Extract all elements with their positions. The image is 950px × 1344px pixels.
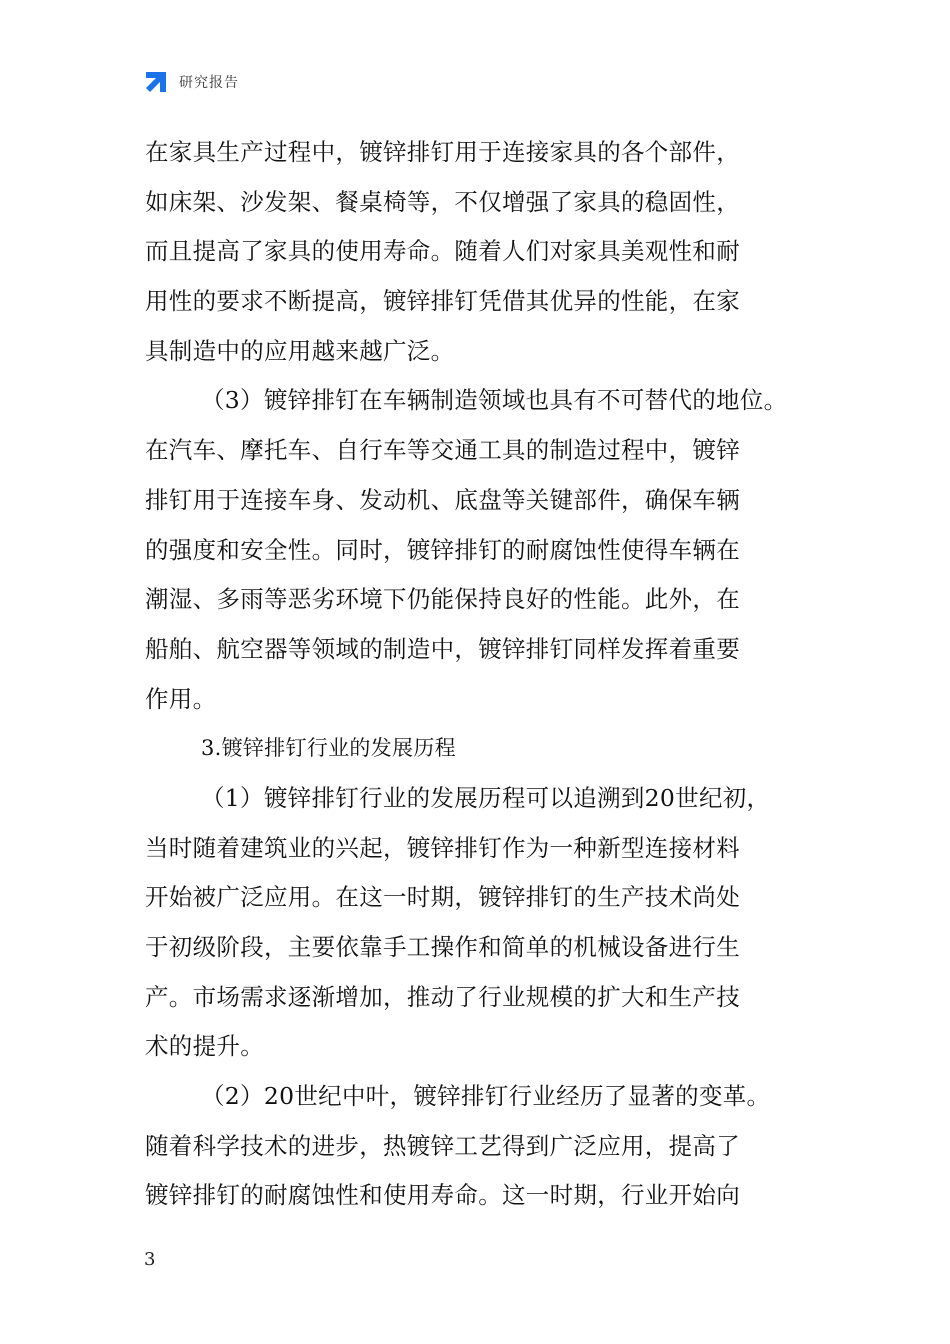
text-line: 当时随着建筑业的兴起，镀锌排钉作为一种新型连接材料: [145, 833, 740, 862]
text-line: 的强度和安全性。同时，镀锌排钉的耐腐蚀性使得车辆在: [145, 535, 740, 564]
document-body: [145, 128, 807, 1221]
text-line: 开始被广泛应用。在这一时期，镀锌排钉的生产技术尚处: [145, 883, 740, 912]
text-line: 在汽车、摩托车、自行车等交通工具的制造过程中，镀锌: [145, 436, 740, 465]
header-title: 研究报告: [179, 75, 239, 91]
section-heading: 3.镀锌排钉行业的发展历程: [201, 736, 456, 761]
text-line: 排钉用于连接车身、发动机、底盘等关键部件，确保车辆: [145, 485, 740, 514]
text-line: 术的提升。: [145, 1032, 264, 1061]
text-line: （3）镀锌排钉在车辆制造领域也具有不可替代的地位。: [201, 386, 788, 415]
arrow-up-right-icon: [143, 69, 169, 95]
text-line: 产。市场需求逐渐增加，推动了行业规模的扩大和生产技: [145, 982, 740, 1011]
text-line: （2）20世纪中叶，镀锌排钉行业经历了显著的变革。: [201, 1082, 771, 1111]
text-line: 船舶、航空器等领域的制造中，镀锌排钉同样发挥着重要: [145, 634, 740, 663]
text-line: （1）镀锌排钉行业的发展历程可以追溯到20世纪初，: [201, 783, 771, 812]
text-line: 具制造中的应用越来越广泛。: [145, 336, 455, 365]
text-line: 于初级阶段，主要依靠手工操作和简单的机械设备进行生: [145, 933, 740, 961]
text-line: 镀锌排钉的耐腐蚀性和使用寿命。这一时期，行业开始向: [145, 1181, 740, 1210]
text-line: 用性的要求不断提高，镀锌排钉凭借其优异的性能，在家: [145, 287, 740, 316]
page-header: [143, 68, 239, 96]
text-line: 随着科学技术的进步，热镀锌工艺得到广泛应用，提高了: [145, 1131, 740, 1160]
text-line: 潮湿、多雨等恶劣环境下仍能保持良好的性能。此外，在: [145, 585, 740, 614]
page-number: 3: [144, 1249, 156, 1270]
text-line: 作用。: [145, 684, 217, 713]
text-line: 如床架、沙发架、餐桌椅等，不仅增强了家具的稳固性，: [145, 187, 740, 216]
text-line: 而且提高了家具的使用寿命。随着人们对家具美观性和耐: [145, 237, 740, 266]
text-line: 在家具生产过程中，镀锌排钉用于连接家具的各个部件，: [145, 138, 740, 166]
